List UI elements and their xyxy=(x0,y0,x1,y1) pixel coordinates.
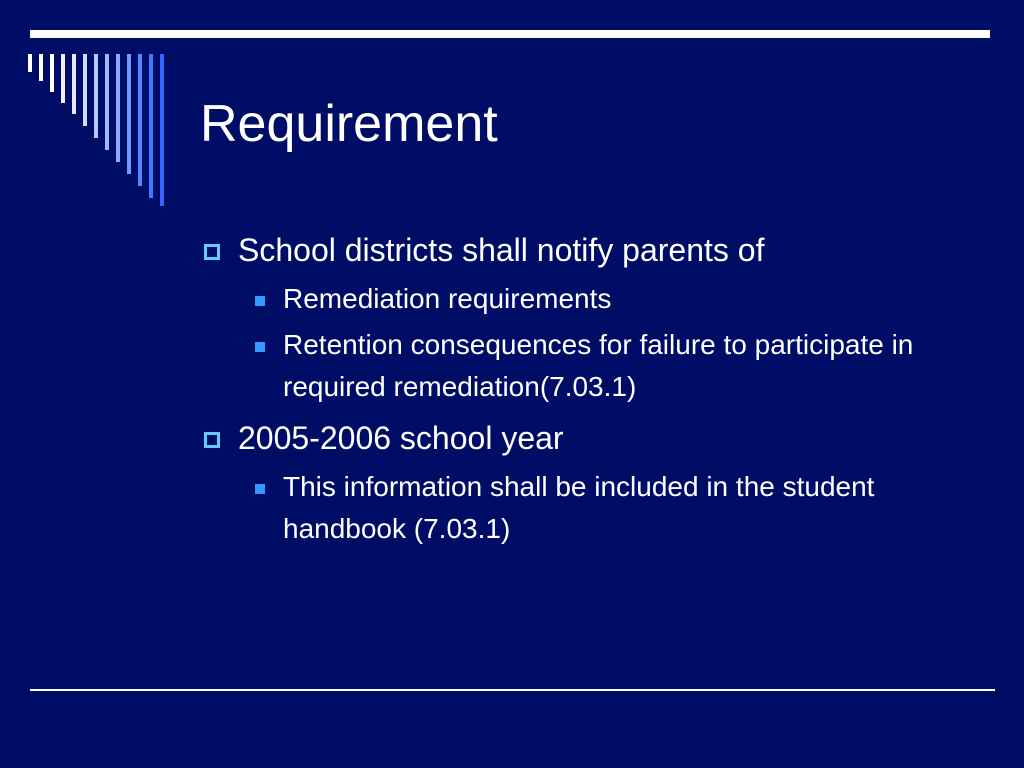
filled-square-bullet-icon xyxy=(255,296,265,306)
decorative-bar xyxy=(127,54,131,174)
bullet-text: School districts shall notify parents of xyxy=(238,232,765,268)
bullet-text: This information shall be included in the student handbook (7.03.1) xyxy=(283,471,875,544)
filled-square-bullet-icon xyxy=(255,484,265,494)
decorative-bar xyxy=(50,54,54,92)
bullet-level2 xyxy=(200,278,980,320)
bullet-text: Remediation requirements xyxy=(283,283,612,314)
decorative-bar xyxy=(72,54,76,114)
hollow-square-bullet-icon xyxy=(204,432,220,448)
bullet-level1 xyxy=(200,418,980,458)
decorative-bar xyxy=(138,54,142,186)
decorative-bar xyxy=(28,54,32,72)
decorative-bar xyxy=(94,54,98,138)
bullet-level1 xyxy=(200,230,980,270)
hollow-square-bullet-icon xyxy=(204,244,220,260)
decorative-bar xyxy=(160,54,164,206)
bullet-level2 xyxy=(200,466,980,550)
bullet-text: Retention consequences for failure to participate in required remediation(7.03.1) xyxy=(283,329,914,402)
decorative-bar xyxy=(116,54,120,162)
slide-body xyxy=(200,230,980,554)
bottom-rule xyxy=(30,689,995,691)
top-rule xyxy=(30,30,990,38)
slide-title: Requirement xyxy=(200,95,498,153)
bullet-level2 xyxy=(200,324,980,408)
decorative-bar xyxy=(149,54,153,198)
decorative-bar xyxy=(39,54,43,81)
filled-square-bullet-icon xyxy=(255,342,265,352)
bullet-text: 2005-2006 school year xyxy=(238,420,564,456)
decorative-bar xyxy=(105,54,109,150)
decorative-bar xyxy=(61,54,65,103)
decorative-bar xyxy=(83,54,87,126)
